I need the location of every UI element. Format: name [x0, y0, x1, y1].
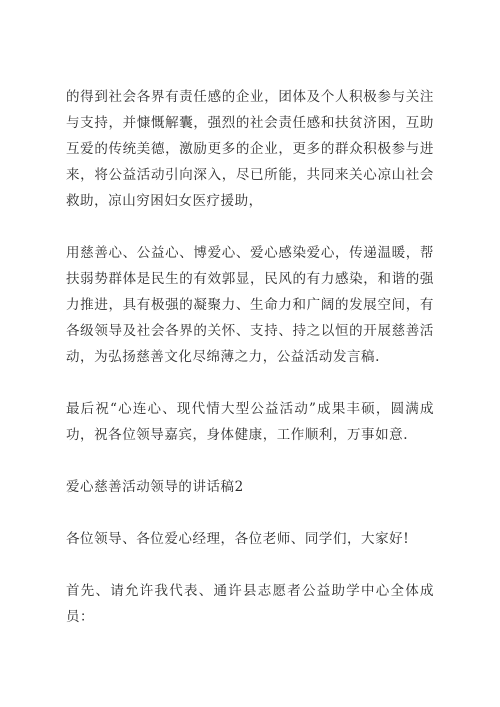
document-body [66, 84, 434, 630]
paragraph-support-call: 的得到社会各界有责任感的企业，团体及个人积极参与关注与支持，并慷慨解囊，强烈的社会责任感和扶贫济困，互助互爱的传统美德，激励更多的企业，更多的群众积极参与进来，将公益活动引向深入，尽已所能，共同来关心凉山社会救助，凉山穷困妇女医疗援助， [66, 89, 434, 209]
section-heading: 爱心慈善活动领导的讲话稿2 [66, 479, 244, 495]
paragraph-introduction: 首先、请允许我代表、通许县志愿者公益助学中心全体成员： [66, 583, 434, 625]
paragraph-charity-spirit: 用慈善心、公益心、博爱心、爱心感染爱心，传递温暖，帮扶弱势群体是民生的有效郭显，民风的有力感染，和谐的强力推进，具有极强的凝聚力、生命力和广阔的发展空间，有各级领导及社会各界的关怀、支持、持之以恒的开展慈善活动，为弘扬慈善文化尽绵薄之力，公益活动发言稿. [66, 245, 434, 365]
paragraph-greeting: 各位领导、各位爱心经理，各位老师、同学们，大家好! [66, 531, 410, 547]
paragraph-closing-wishes: 最后祝“心连心、现代情大型公益活动”成果丰硕，圆满成功，祝各位领导嘉宾，身体健康，工作顺利，万事如意. [66, 401, 434, 443]
